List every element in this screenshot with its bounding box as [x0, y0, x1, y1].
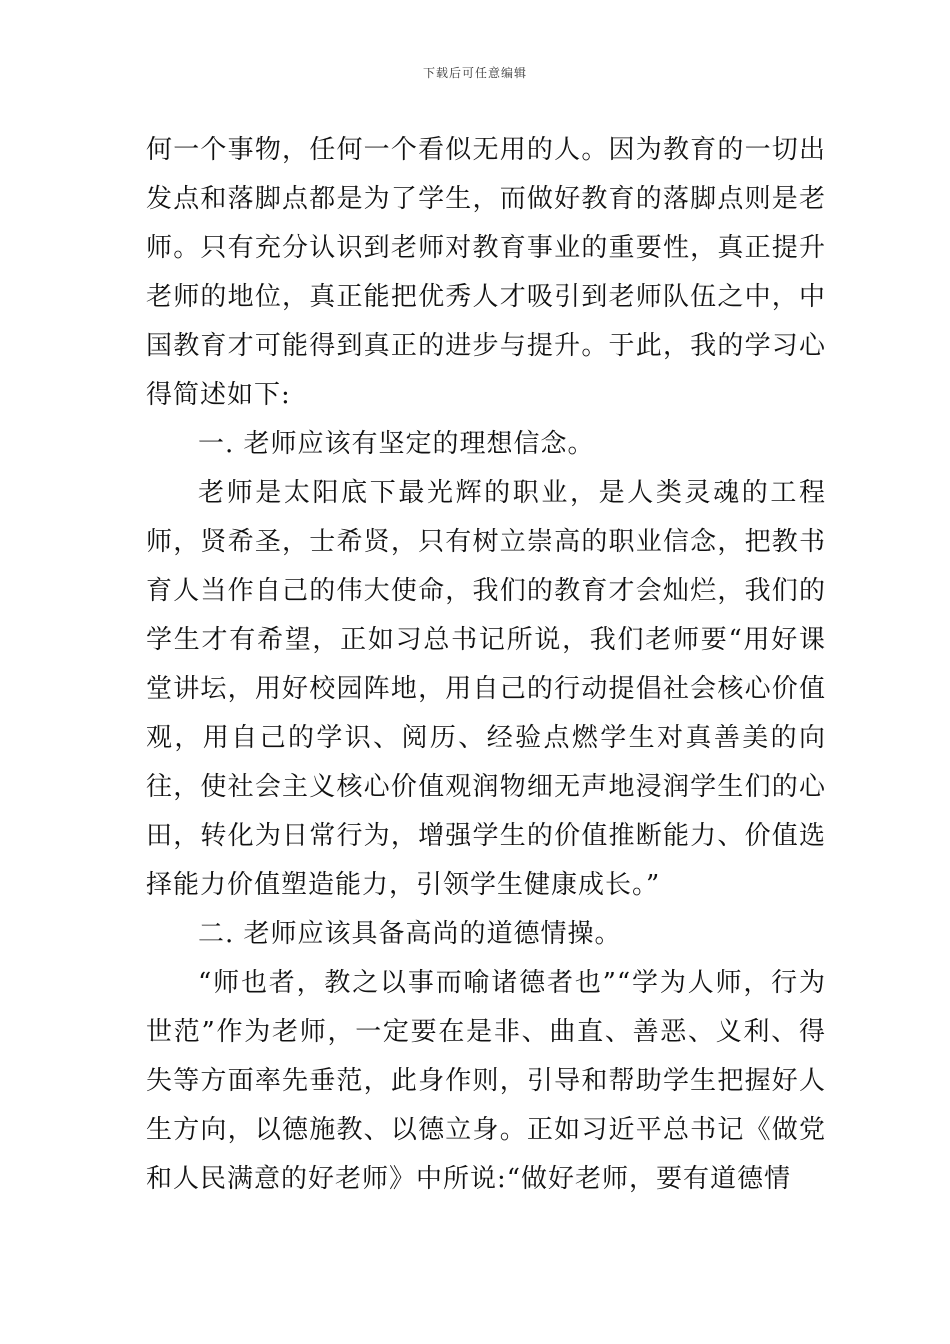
paragraph-section-2: “师也者，教之以事而喻诸德者也”“学为人师，行为世范”作为老师，一定要在是非、曲直、善恶、义利、得失等方面率先垂范，此身作则，引导和帮助学生把握好人生方向，以德施教、以德立身。正如习近平总书记《做党和人民满意的好老师》中所说:“做好老师，要有道德情	[146, 968, 826, 1194]
paragraph-section-1: 老师是太阳底下最光辉的职业，是人类灵魂的工程师，贤希圣，士希贤，只有树立崇高的职业信念，把教书育人当作自己的伟大使命，我们的教育才会灿烂，我们的学生才有希望，正如习总书记所说，我们老师要“用好课堂讲坛，用好校园阵地，用自己的行动提倡社会核心价值观，用自己的学识、阅历、经验点燃学生对真善美的向往，使社会主义核心价值观润物细无声地浸润学生们的心田，转化为日常行为，增强学生的价值推断能力、价值选择能力价值塑造能力，引领学生健康成长。”	[146, 478, 826, 900]
section-heading-1: 一. 老师应该有坚定的理想信念。	[198, 429, 595, 459]
section-heading-2: 二. 老师应该具备高尚的道德情操。	[198, 919, 622, 949]
document-body	[146, 126, 826, 1204]
paragraph-continuation: 何一个事物，任何一个看似无用的人。因为教育的一切出发点和落脚点都是为了学生，而做好教育的落脚点则是老师。只有充分认识到老师对教育事业的重要性，真正提升老师的地位，真正能把优秀人才吸引到老师队伍之中，中国教育才可能得到真正的进步与提升。于此，我的学习心得简述如下:	[146, 135, 826, 410]
page-header: 下载后可任意编辑	[422, 66, 527, 80]
